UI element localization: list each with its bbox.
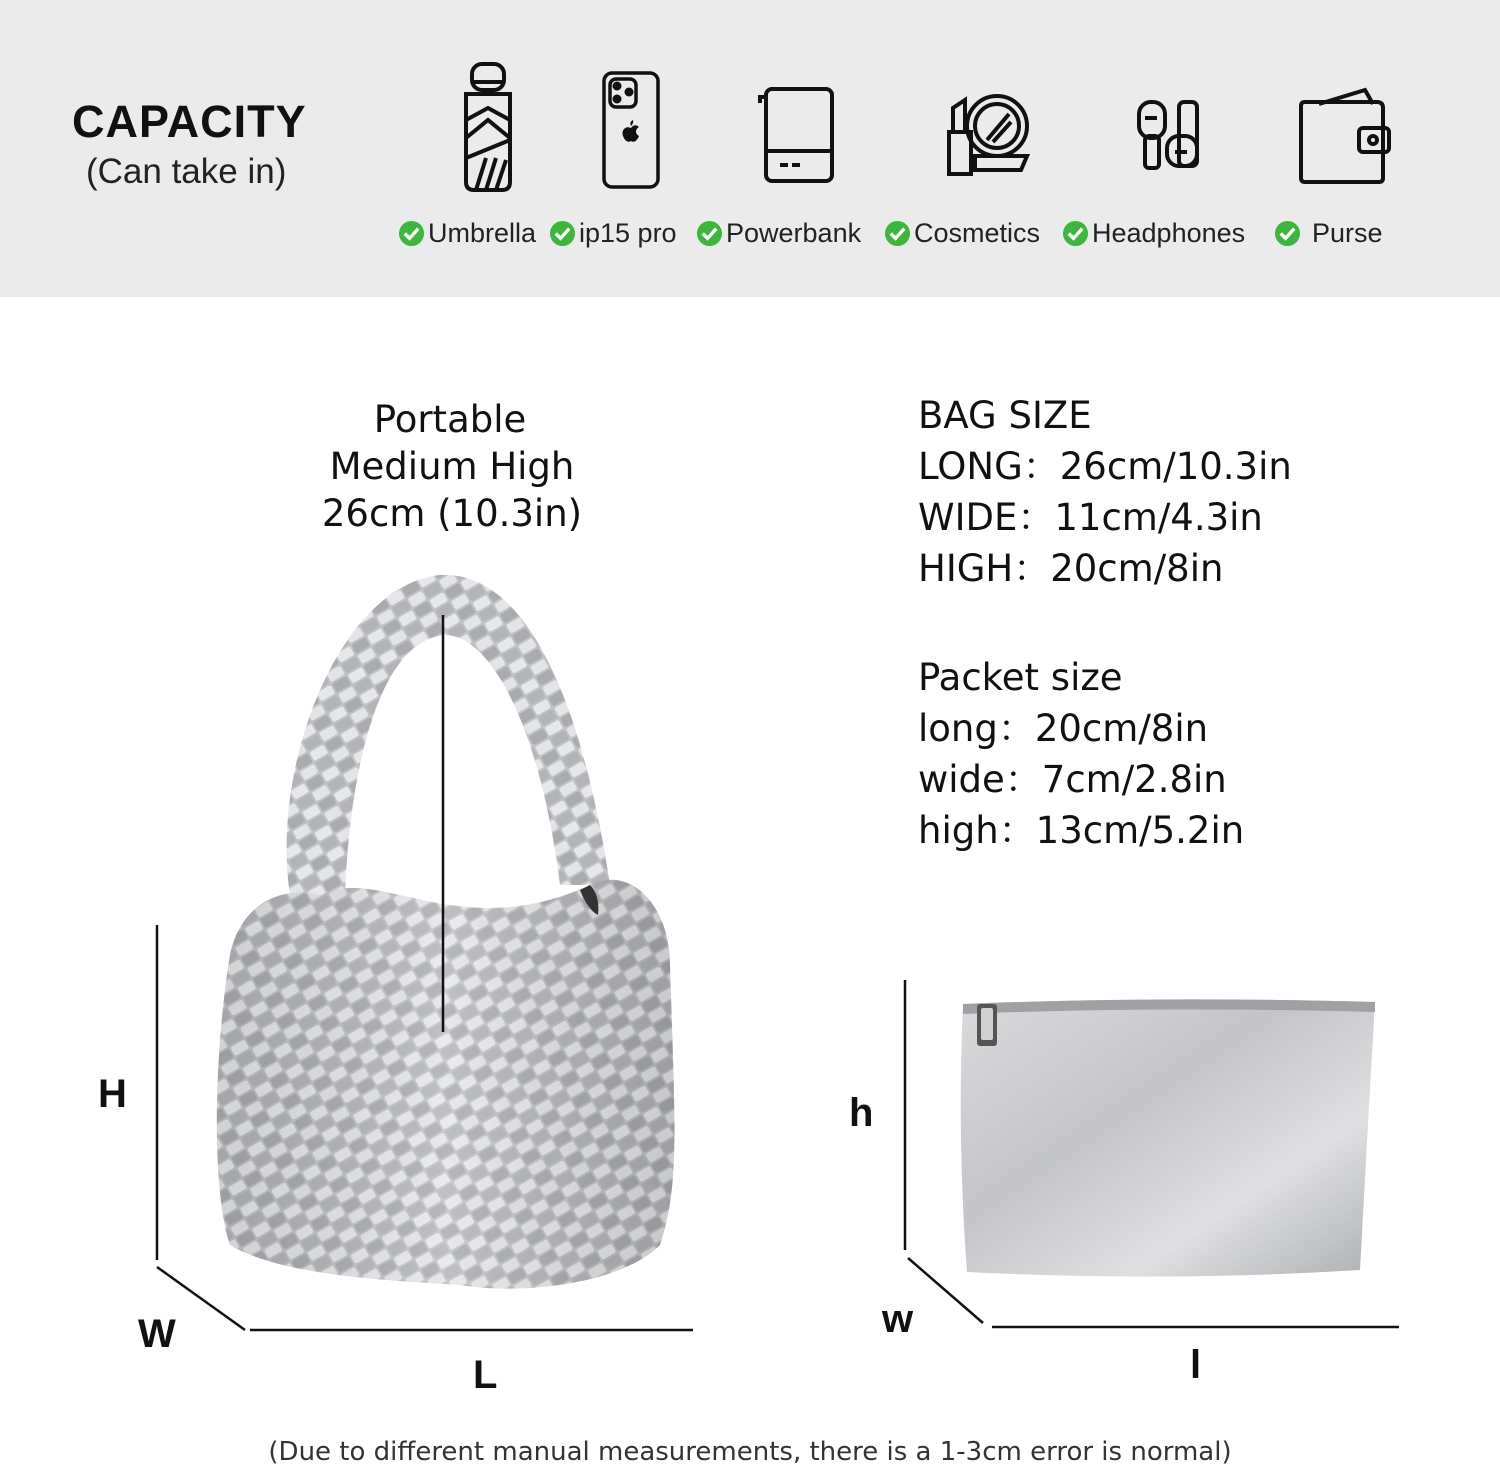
pouch-length-label: l [1190, 1343, 1202, 1387]
capacity-banner [0, 0, 1500, 297]
wallet-icon [1295, 86, 1395, 184]
capacity-item-label: Cosmetics [914, 218, 1041, 248]
capacity-item-purse [1274, 218, 1383, 249]
capacity-item-powerbank [696, 218, 861, 249]
packet-size-long: long：20cm/8in [918, 707, 1209, 750]
headphones-icon [1135, 98, 1205, 172]
packet-size-wide: wide：7cm/2.8in [918, 758, 1227, 801]
check-icon [696, 220, 723, 247]
capacity-title: CAPACITY [72, 96, 307, 147]
capacity-item-headphones [1062, 218, 1245, 249]
pouch-height-label: h [849, 1091, 874, 1135]
check-icon [884, 220, 911, 247]
powerbank-icon [758, 85, 836, 185]
bag-width-label: W [138, 1312, 176, 1356]
bag-size-high: HIGH：20cm/8in [918, 547, 1224, 590]
phone-icon [600, 70, 662, 190]
capacity-item-label: Powerbank [726, 218, 862, 248]
capacity-item-label: Purse [1312, 218, 1383, 248]
umbrella-icon [458, 60, 518, 194]
capacity-item-phone [549, 218, 677, 249]
check-icon [1274, 220, 1301, 247]
check-icon [549, 220, 576, 247]
check-icon [398, 220, 425, 247]
pouch-width-label: w [882, 1297, 914, 1341]
capacity-item-cosmetics [884, 218, 1040, 249]
bag-size-long: LONG：26cm/10.3in [918, 445, 1292, 488]
cosmetics-icon [945, 90, 1035, 178]
portable-line-2: Medium High [329, 445, 575, 488]
capacity-item-umbrella [398, 218, 536, 249]
check-icon [1062, 220, 1089, 247]
bag-dimension-lines [150, 615, 700, 1335]
capacity-item-label: Umbrella [428, 218, 537, 248]
bag-size-wide: WIDE：11cm/4.3in [918, 496, 1263, 539]
capacity-item-label: ip15 pro [579, 218, 677, 248]
capacity-item-label: Headphones [1092, 218, 1246, 248]
bag-size-title: BAG SIZE [918, 394, 1092, 437]
measurement-note: (Due to different manual measurements, there is a 1-3cm error is normal) [268, 1437, 1232, 1467]
bag-height-label: H [98, 1072, 127, 1116]
packet-size-high: high：13cm/5.2in [918, 809, 1245, 852]
capacity-subtitle: (Can take in) [86, 152, 287, 191]
bag-length-label: L [473, 1353, 498, 1397]
portable-line-3: 26cm (10.3in) [321, 492, 583, 535]
portable-line-1: Portable [373, 398, 527, 441]
packet-size-title: Packet size [918, 656, 1123, 699]
pouch-dimension-lines [900, 975, 1405, 1335]
